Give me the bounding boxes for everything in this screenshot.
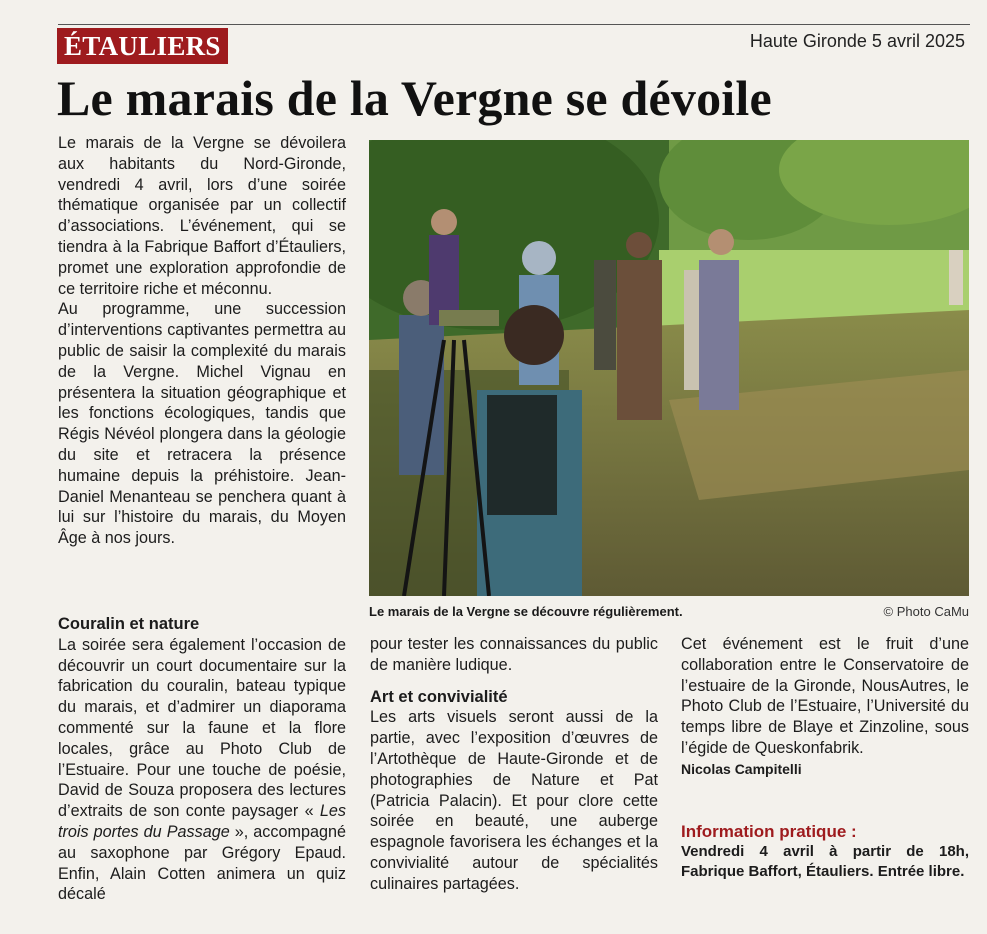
author-signature: Nicolas Campitelli bbox=[681, 760, 802, 777]
marsh-visitors-photo bbox=[369, 140, 969, 596]
intro-paragraph-2: Au programme, une succession d’interventions captivantes permettra au public de saisir la complexité du marais de la Vergne. Michel Vignau en présentera la situation géographique et les fonctions écologiques, tandis que Régis Névéol plongera dans la géologie du site et retracera la présence humaine depuis la préhistoire. Jean-Daniel Menanteau se penchera quant à lui sur l’histoire du marais, du Moyen Âge à nos jours. bbox=[58, 300, 346, 548]
intro-paragraph-1: Le marais de la Vergne se dévoilera aux habitants du Nord-Gironde, vendredi 4 avril, lors d’une soirée thématique organisée par un collectif d’associations. L’événement, qui se tiendra à la Fabrique Baffort d’Étauliers, promet une exploration approfondie de ce territoire riche et méconnu. bbox=[58, 134, 346, 298]
section-art-text: Les arts visuels seront aussi de la partie, avec l’exposition d’œuvres de l’Artothèque de Haute-Gironde et de photographies de Nature et Pat (Patricia Palacin). Et pour clore cette soirée en beauté, une auberge espagnole favorisera les échanges et la convivialité autour de spécialités culinaires partagées. bbox=[370, 708, 658, 893]
partners-column bbox=[681, 634, 969, 882]
top-rule bbox=[58, 24, 970, 25]
article-photo bbox=[369, 140, 969, 596]
article-intro-column bbox=[58, 133, 346, 549]
section-couralin-column bbox=[58, 614, 346, 905]
section-couralin-text-start: La soirée sera également l’occasion de découvrir un court documentaire sur la fabrication du couralin, bateau typique du marais, et d’admirer un diaporama commenté sur la faune et la flore locales, grâce au Photo Club de l’Estuaire. Pour une touche de poésie, David de Souza proposera des lectures d’extraits de son conte paysager « bbox=[58, 635, 346, 821]
info-title: Information pratique : bbox=[681, 821, 857, 841]
section-couralin-text bbox=[58, 635, 346, 905]
art-column bbox=[370, 634, 658, 895]
partners-text: Cet événement est le fruit d’une collaboration entre le Conservatoire de l’estuaire de la Gironde, NousAutres, le Photo Club de l’Estuaire, l’Université du temps libre de Blaye et Zinzoline, sous l’égide de Queskonfabrik. bbox=[681, 635, 969, 757]
photo-caption bbox=[369, 604, 969, 620]
section-couralin-text-end: », accompagné au saxophone par Grégory Epaud. Enfin, Alain Cotten animera un quiz décalé bbox=[58, 822, 346, 904]
section-rubric: ÉTAULIERS bbox=[57, 28, 228, 64]
conte-title: Les trois portes du Passage bbox=[58, 802, 346, 841]
photo-credit: © Photo CaMu bbox=[883, 604, 969, 619]
photo-caption-text: Le marais de la Vergne se découvre régulièrement. bbox=[369, 604, 683, 619]
section-art-title: Art et convivialité bbox=[370, 687, 508, 706]
publication-source: Haute Gironde 5 avril 2025 bbox=[749, 31, 965, 51]
quiz-continuation: pour tester les connaissances du public de manière ludique. bbox=[370, 635, 658, 674]
section-couralin-title: Couralin et nature bbox=[58, 615, 200, 633]
info-text: Vendredi 4 avril à partir de 18h, Fabrique Baffort, Étauliers. Entrée libre. bbox=[681, 843, 969, 881]
article-headline: Le marais de la Vergne se dévoile bbox=[57, 70, 772, 126]
